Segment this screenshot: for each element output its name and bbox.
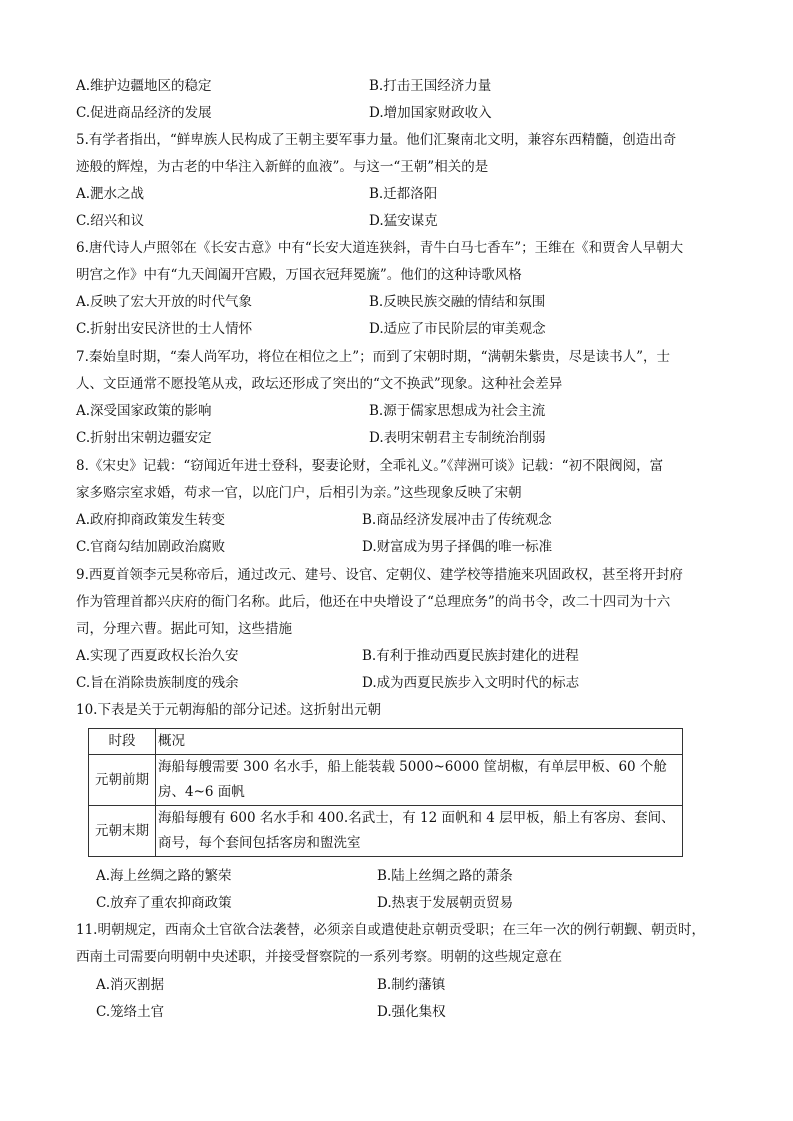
q9-option-a: A.实现了西夏政权长治久安 [76,648,239,664]
q10-option-d: D.热衷于发展朝贡贸易 [377,895,514,911]
q5-stem-line2: 迹般的辉煌，为古老的中华注入新鲜的血液”。与这一“王朝”相关的是 [76,159,489,175]
table-header-period: 时段 [89,729,156,755]
q11-stem-line2: 西南土司需要向明朝中央述职，并接受督察院的一系列考察。明朝的这些规定意在 [76,949,562,965]
q4-option-c: C.促进商品经济的发展 [76,105,212,121]
q6-stem-line2: 明宫之作》中有“九天阊阖开宫殿，万国衣冠拜冕旒”。他们的这种诗歌风格 [76,267,522,283]
table-cell-period: 元朝末期 [89,806,156,857]
q5-stem-line1: 5.有学者指出，“鲜卑族人民构成了王朝主要军事力量。他们汇聚南北文明，兼容东西精髓，创造出奇 [76,132,677,148]
q4-option-a: A.维护边疆地区的稳定 [76,78,212,94]
q6-option-a: A.反映了宏大开放的时代气象 [76,294,253,310]
q10-option-c: C.放弃了重农抑商政策 [96,895,232,911]
q7-option-b: B.源于儒家思想成为社会主流 [369,403,546,419]
q9-stem-line2: 作为管理首都兴庆府的衙门名称。此后，他还在中央增设了“总理庶务”的尚书令，改二十四司为十六 [76,594,671,610]
q8-option-a: A.政府抑商政策发生转变 [76,512,226,528]
q5-option-b: B.迁都洛阳 [369,186,438,202]
q6-option-b: B.反映民族交融的情结和氛围 [369,294,546,310]
q7-option-c: C.折射出宋朝边疆安定 [76,430,212,446]
q10-option-b: B.陆上丝绸之路的萧条 [377,868,513,884]
q5-option-d: D.猛安谋克 [369,213,438,229]
q11-stem-line1: 11.明朝规定，西南众土官欲合法袭替，必须亲自或遣使赴京朝贡受职；在三年一次的例行朝觐、朝贡时， [76,922,705,938]
q7-option-d: D.表明宋朝君主专制统治削弱 [369,430,546,446]
q10-option-a: A.海上丝绸之路的繁荣 [96,868,232,884]
q11-option-b: B.制约藩镇 [377,977,446,993]
q10-stem: 10.下表是关于元朝海船的部分记述。这折射出元朝 [76,702,381,718]
q7-stem-line2: 人、文臣通常不愿投笔从戎，政坛还形成了突出的“文不换武”现象。这种社会差异 [76,376,563,392]
q8-option-b: B.商品经济发展冲击了传统观念 [362,512,552,528]
q9-option-c: C.旨在消除贵族制度的残余 [76,675,239,691]
table-header-overview: 概况 [156,729,683,755]
q7-stem-line1: 7.秦始皇时期，“秦人尚军功，将位在相位之上”；而到了宋朝时期，“满朝朱紫贵，尽是读书人”，士 [76,349,670,365]
q10-table [88,728,683,857]
table-cell-desc: 海船每艘需要 300 名水手，船上能装载 5000~6000 筐胡椒，有单层甲板、60 个舱房、4~6 面帆 [156,755,683,806]
q9-option-d: D.成为西夏民族步入文明时代的标志 [362,675,580,691]
q11-option-a: A.消灭割据 [96,977,165,993]
q5-option-c: C.绍兴和议 [76,213,145,229]
q11-option-d: D.强化集权 [377,1004,446,1020]
q8-option-c: C.官商勾结加剧政治腐败 [76,539,226,555]
table-cell-desc: 海船每艘有 600 名水手和 400.名武士，有 12 面帆和 4 层甲板，船上有客房、套间、商号，每个套间包括客房和盥洗室 [156,806,683,857]
q6-stem-line1: 6.唐代诗人卢照邻在《长安古意》中有“长安大道连狭斜，青牛白马七香车”；王维在《和贾舍人早朝大 [76,240,684,256]
q7-option-a: A.深受国家政策的影响 [76,403,212,419]
q6-option-c: C.折射出安民济世的士人情怀 [76,321,253,337]
q9-option-b: B.有利于推动西夏民族封建化的进程 [362,648,579,664]
q8-stem-line1: 8.《宋史》记载：“窃闻近年进士登科，娶妻论财，全乖礼义。”《萍洲可谈》记载：“初不限阀阅，富 [76,458,664,474]
table-cell-period: 元朝前期 [89,755,156,806]
q4-option-d: D.增加国家财政收入 [369,105,492,121]
q9-stem-line1: 9.西夏首领李元昊称帝后，通过改元、建号、设官、定朝仪、建学校等措施来巩固政权，甚至将开封府 [76,567,683,583]
q5-option-a: A.淝水之战 [76,186,145,202]
q8-stem-line2: 家多赂宗室求婚，苟求一官，以庇门户，后相引为亲。”这些现象反映了宋朝 [76,485,522,501]
q8-option-d: D.财富成为男子择偶的唯一标准 [362,539,553,555]
q4-option-b: B.打击王国经济力量 [369,78,492,94]
table-row [89,806,683,857]
q9-stem-line3: 司，分理六曹。据此可知，这些措施 [76,621,292,637]
table-row [89,755,683,806]
table-header-row [89,729,683,755]
q11-option-c: C.笼络土官 [96,1004,165,1020]
q6-option-d: D.适应了市民阶层的审美观念 [369,321,546,337]
